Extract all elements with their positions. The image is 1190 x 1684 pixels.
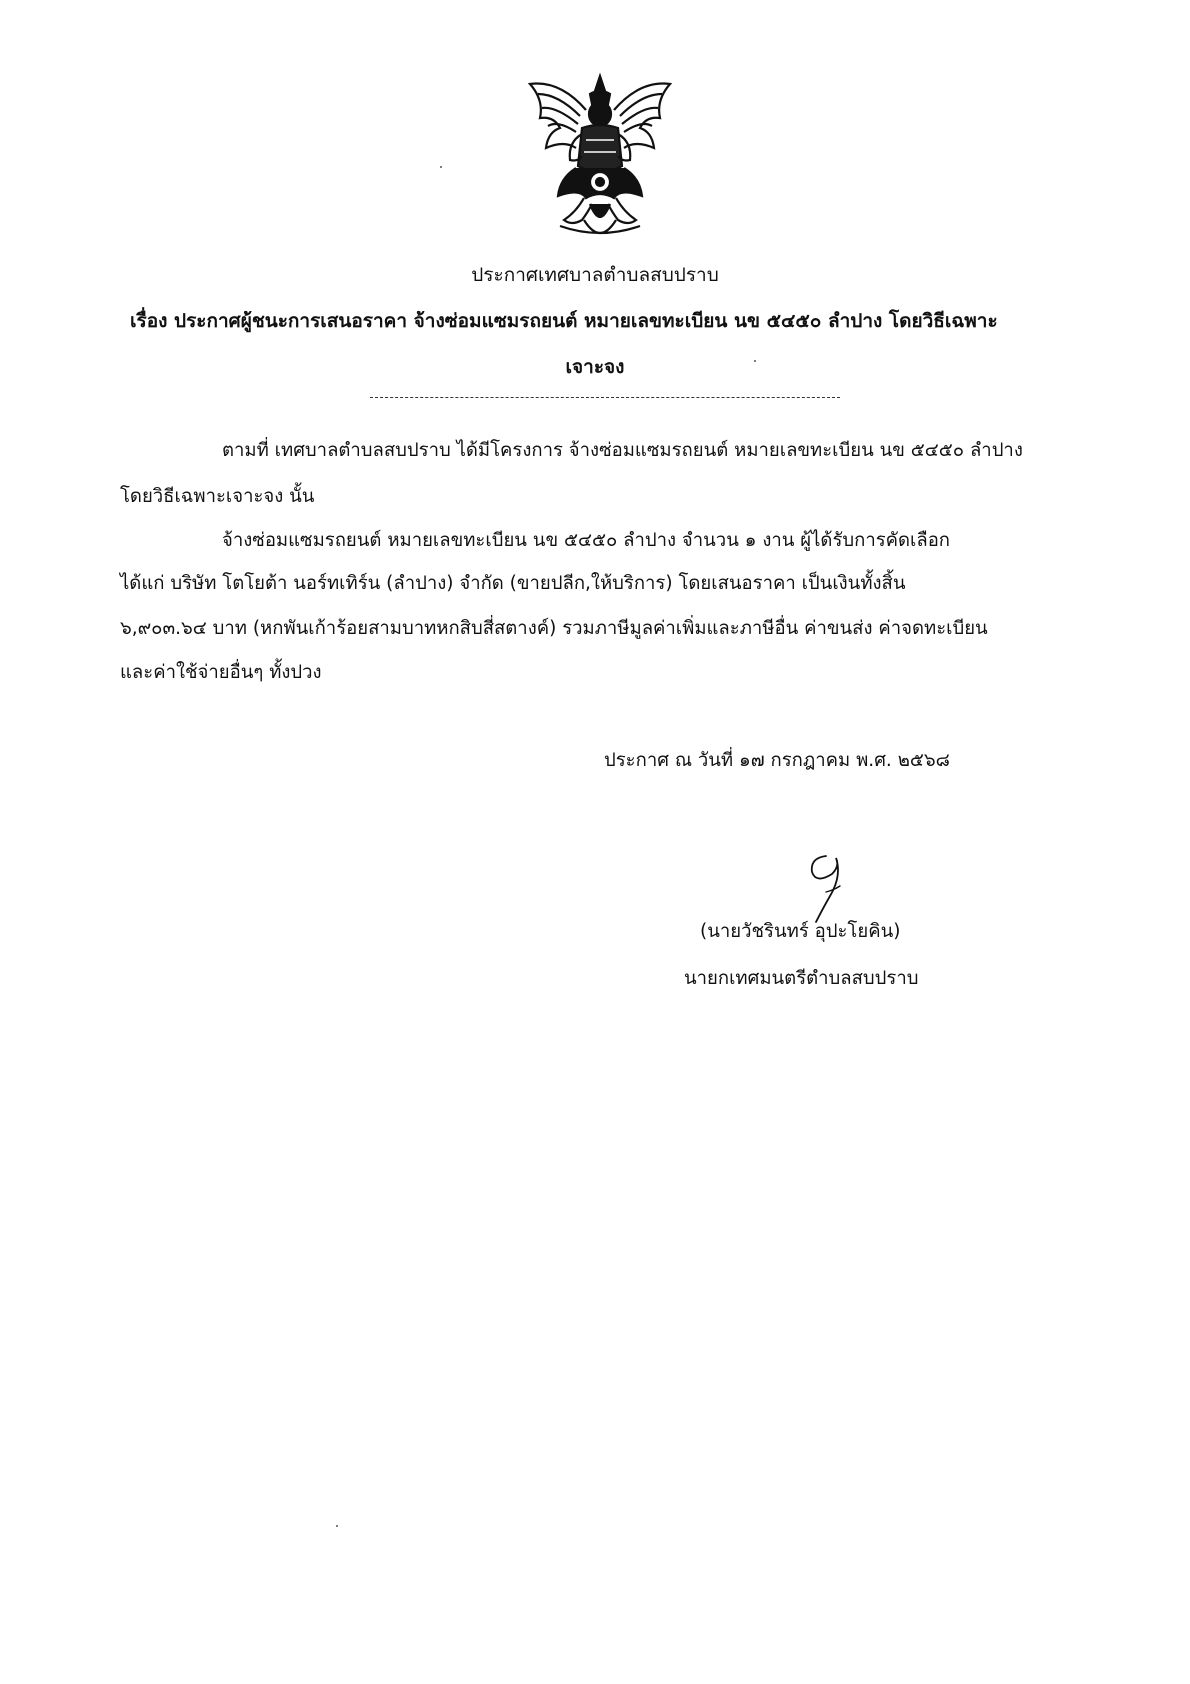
- subject-line-2: เจาะจง: [565, 356, 625, 378]
- announcement-date: ประกาศ ณ วันที่ ๑๗ กรกฎาคม พ.ศ. ๒๕๖๘: [604, 750, 950, 771]
- divider-rule: [370, 397, 840, 398]
- subject-line-1: เรื่อง ประกาศผู้ชนะการเสนอราคา จ้างซ่อมแซมรถยนต์ หมายเลขทะเบียน นข ๕๔๕๐ ลำปาง โดยวิธีเฉพาะ: [130, 310, 998, 332]
- paragraph-1-line-1: ตามที่ เทศบาลตำบลสบปราบ ได้มีโครงการ จ้างซ่อมแซมรถยนต์ หมายเลขทะเบียน นข ๕๔๕๐ ลำปาง: [222, 440, 1023, 461]
- paragraph-2-line-4: และค่าใช้จ่ายอื่นๆ ทั้งปวง: [120, 662, 322, 683]
- paragraph-2-line-2: ได้แก่ บริษัท โตโยต้า นอร์ทเทิร์น (ลำปาง) จำกัด (ขายปลีก,ให้บริการ) โดยเสนอราคา เป็นเงินทั้งสิ้น: [120, 573, 906, 594]
- garuda-emblem-icon: [520, 70, 680, 248]
- scan-speck: [754, 360, 756, 362]
- scan-speck: [440, 166, 442, 168]
- signer-name: (นายวัชรินทร์ อุปะโยคิน): [700, 921, 901, 942]
- handwritten-signature-icon: [796, 852, 860, 924]
- scan-speck: [336, 1525, 338, 1527]
- agency-title: ประกาศเทศบาลตำบลสบปราบ: [471, 264, 719, 286]
- paragraph-1-line-2: โดยวิธีเฉพาะเจาะจง นั้น: [120, 486, 315, 507]
- signer-title: นายกเทศมนตรีตำบลสบปราบ: [684, 968, 919, 989]
- paragraph-2-line-3: ๖,๙๐๓.๖๔ บาท (หกพันเก้าร้อยสามบาทหกสิบสี่สตางค์) รวมภาษีมูลค่าเพิ่มและภาษีอื่น ค่าขนส่ง ค่าจดทะเบียน: [120, 618, 988, 639]
- paragraph-2-line-1: จ้างซ่อมแซมรถยนต์ หมายเลขทะเบียน นข ๕๔๕๐ ลำปาง จำนวน ๑ งาน ผู้ได้รับการคัดเลือก: [222, 530, 951, 551]
